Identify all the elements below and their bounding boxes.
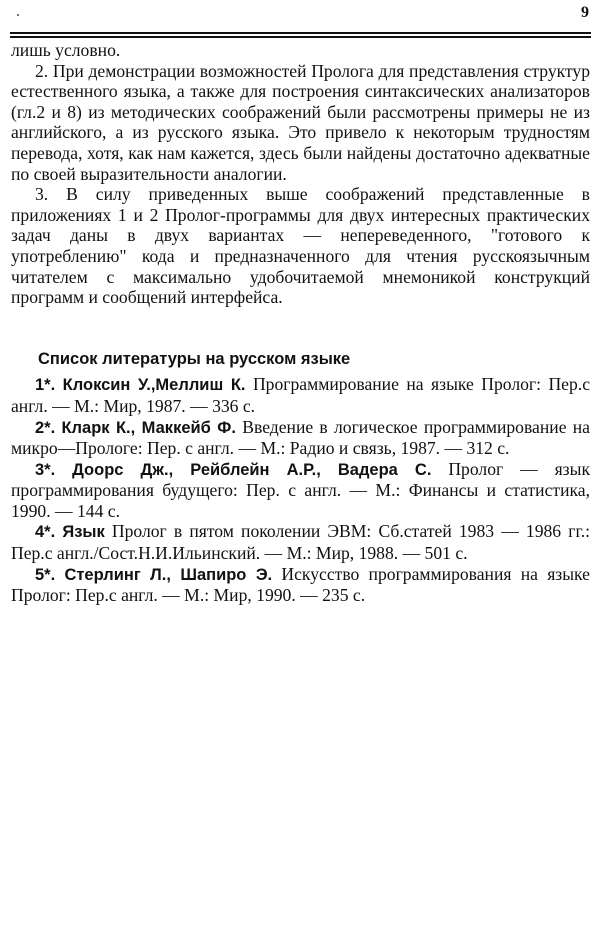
ref-authors: Стерлинг Л., Шапиро Э. [64,565,273,584]
ref-number: 5*. [35,565,56,584]
bibliography-heading: Список литературы на русском языке [38,349,351,368]
ref-number: 2*. [35,418,56,437]
header-rule-top [10,32,591,34]
page-number: 9 [581,4,589,21]
bibliography-item-1 [11,374,590,416]
bibliography-item-3 [11,459,590,522]
ref-number: 1*. [35,376,56,395]
bibliography-item-4 [11,521,590,563]
ref-authors: Язык [62,523,105,542]
ref-text: Пролог в пятом поколении ЭВМ: Сб.статей 1983 — 1986 гг.: Пер.с англ./Сост.Н.И.Ильинский. — М.: Мир, 1988. — 501 с. [11,521,590,564]
ref-text: Пролог — язык программирования будущего: Пер. с англ. — М.: Финансы и статистика, 1990. — 144 с. [11,458,590,521]
scan-speck [17,14,19,16]
ref-text: Введение в логическое программирование на микро—Прологе: Пер. с англ. — М.: Радио и связь, 1987. — 312 с. [11,416,590,459]
ref-authors: Доорс Дж., Рейблейн А.Р., Вадера С. [72,460,432,479]
page-body [11,40,590,606]
ref-authors: Кларк К., Маккейб Ф. [61,418,236,437]
paragraph-2: 2. При демонстрации возможностей Пролога для представления структур естественного языка, а также для построения синтаксических анализаторов (гл.2 и 8) из методических соображений были рассмотрены примеры не из английского, а из русского языка. Это привело к некоторым трудностям перевода, хотя, как нам кажется, здесь были найдены достаточно адекватные по своей выразительности аналогии. [11,60,590,184]
bibliography-item-2 [11,417,590,459]
bibliography-item-5 [11,564,590,606]
ref-authors: Клоксин У.,Меллиш К. [62,376,246,395]
header-rule-bottom [10,36,591,38]
ref-text: Искусство программирования на языке Пролог: Пер.с англ. — М.: Мир, 1990. — 235 с. [11,563,590,606]
ref-number: 3*. [35,460,56,479]
ref-number: 4*. [35,523,56,542]
ref-text: Программирование на языке Пролог: Пер.с англ. — М.: Мир, 1987. — 336 с. [11,374,590,416]
paragraph-continuation: лишь условно. [11,40,121,60]
paragraph-3: 3. В силу приведенных выше соображений представленные в приложениях 1 и 2 Пролог-программы для двух интересных практических задач даны в двух вариантах — непереведенного, "готового к употреблению" кода и предназначенного для чтения русскоязычным читателем с максимально удобочитаемой мнемоникой конструкций программ и сообщений интерфейса. [11,184,590,308]
